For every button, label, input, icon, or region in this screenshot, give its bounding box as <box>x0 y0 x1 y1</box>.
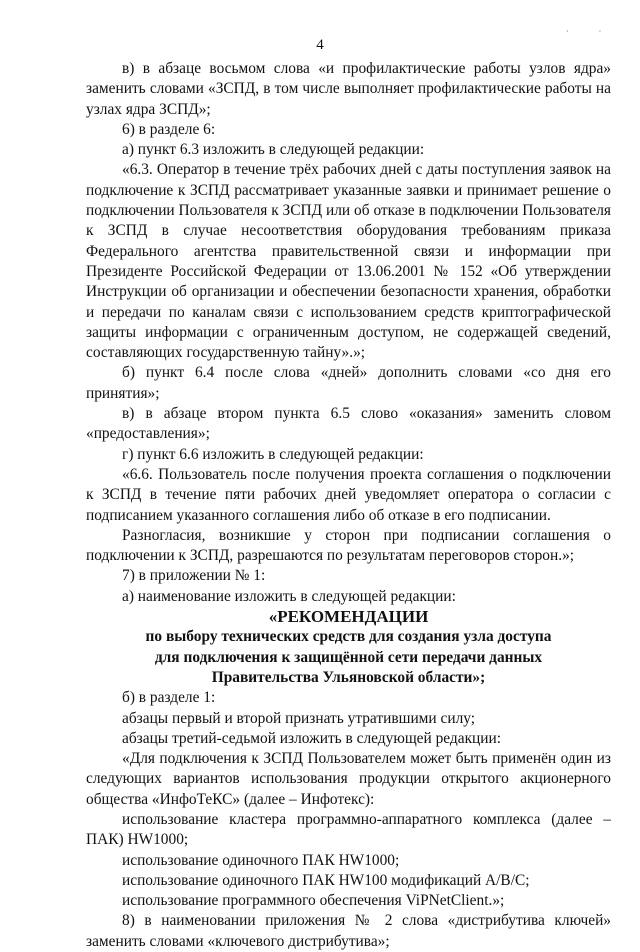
paragraph-2: 6) в разделе 6: <box>122 120 216 138</box>
heading-line-2: для подключения к защищённой сети передачи данных <box>154 648 543 666</box>
paragraph-1: в) в абзаце восьмом слова «и профилактические работы узлов ядра» заменить словами «ЗСПД, в том числе выполняет профилактические работы на узлах ядра ЗСПД»; <box>86 60 611 118</box>
paragraph-20: 8) в наименовании приложения № 2 слова «дистрибутива ключей» заменить словами «ключевого дистрибутива»; <box>86 912 611 950</box>
paragraph-5: б) пункт 6.4 после слова «дней» дополнить словами «со дня его принятия»; <box>86 364 611 402</box>
paragraph-15: «Для подключения к ЗСПД Пользователем может быть применён один из следующих вариантов использования продукции открытого акционерного общества «ИнфоТеКС» (далее – Инфотекс): <box>86 750 611 808</box>
paragraph-16: использование кластера программно-аппаратного комплекса (далее – ПАК) HW1000; <box>86 810 611 849</box>
heading-line-3: Правительства Ульяновской области»; <box>211 668 486 686</box>
paragraph-4: «6.3. Оператор в течение трёх рабочих дней с даты поступления заявок на подключение к ЗСПД рассматривает указанные заявки и принимает решение о подключении Пользователя к ЗСПД или об отказе в подключении Пользователя к ЗСПД в случае несоответствия оборудования требованиям приказа Федерального агентства правительственной связи и информации при Президенте Российской Федерации от 13.06.2001 № 152 «Об утверждении Инструкции об организации и обеспечении безопасности хранения, обработки и передачи по каналам связи с использованием средств криптографической защиты информации с ограниченным доступом, не содержащей сведений, составляющих государственную тайну».»; <box>86 161 611 362</box>
paragraph-3: а) пункт 6.3 изложить в следующей редакции: <box>122 141 425 159</box>
paragraph-9: Разногласия, возникшие у сторон при подписании соглашения о подключении к ЗСПД, разрешаются по результатам переговоров сторон.»; <box>86 526 611 565</box>
paragraph-12: б) в разделе 1: <box>122 689 216 707</box>
paragraph-17: использование одиночного ПАК HW1000; <box>122 851 400 869</box>
paragraph-10: 7) в приложении № 1: <box>122 567 266 585</box>
document-body <box>86 59 611 952</box>
paragraph-14: абзацы третий-седьмой изложить в следующей редакции: <box>122 729 502 747</box>
paragraph-8: «6.6. Пользователь после получения проекта соглашения о подключении к ЗСПД в течение пяти рабочих дней уведомляет оператора о согласии с подписанием указанного соглашения либо об отказе в его подписании. <box>86 465 611 524</box>
paragraph-7: г) пункт 6.6 изложить в следующей редакции: <box>122 445 424 463</box>
paragraph-18: использование одиночного ПАК HW100 модификаций A/B/C; <box>122 871 530 889</box>
paragraph-11: а) наименование изложить в следующей редакции: <box>122 587 456 605</box>
heading-line-1: по выбору технических средств для создания узла доступа <box>145 628 552 646</box>
paragraph-13: абзацы первый и второй признать утратившими силу; <box>122 709 476 727</box>
paragraph-19: использование программного обеспечения ViPNetClient.»; <box>122 892 505 910</box>
paragraph-6: в) в абзаце втором пункта 6.5 слово «оказания» заменить словом «предоставления»; <box>86 405 611 443</box>
heading-title: «РЕКОМЕНДАЦИИ <box>268 607 429 627</box>
page-number: 4 <box>316 37 324 53</box>
scan-specks: · · <box>566 27 616 36</box>
